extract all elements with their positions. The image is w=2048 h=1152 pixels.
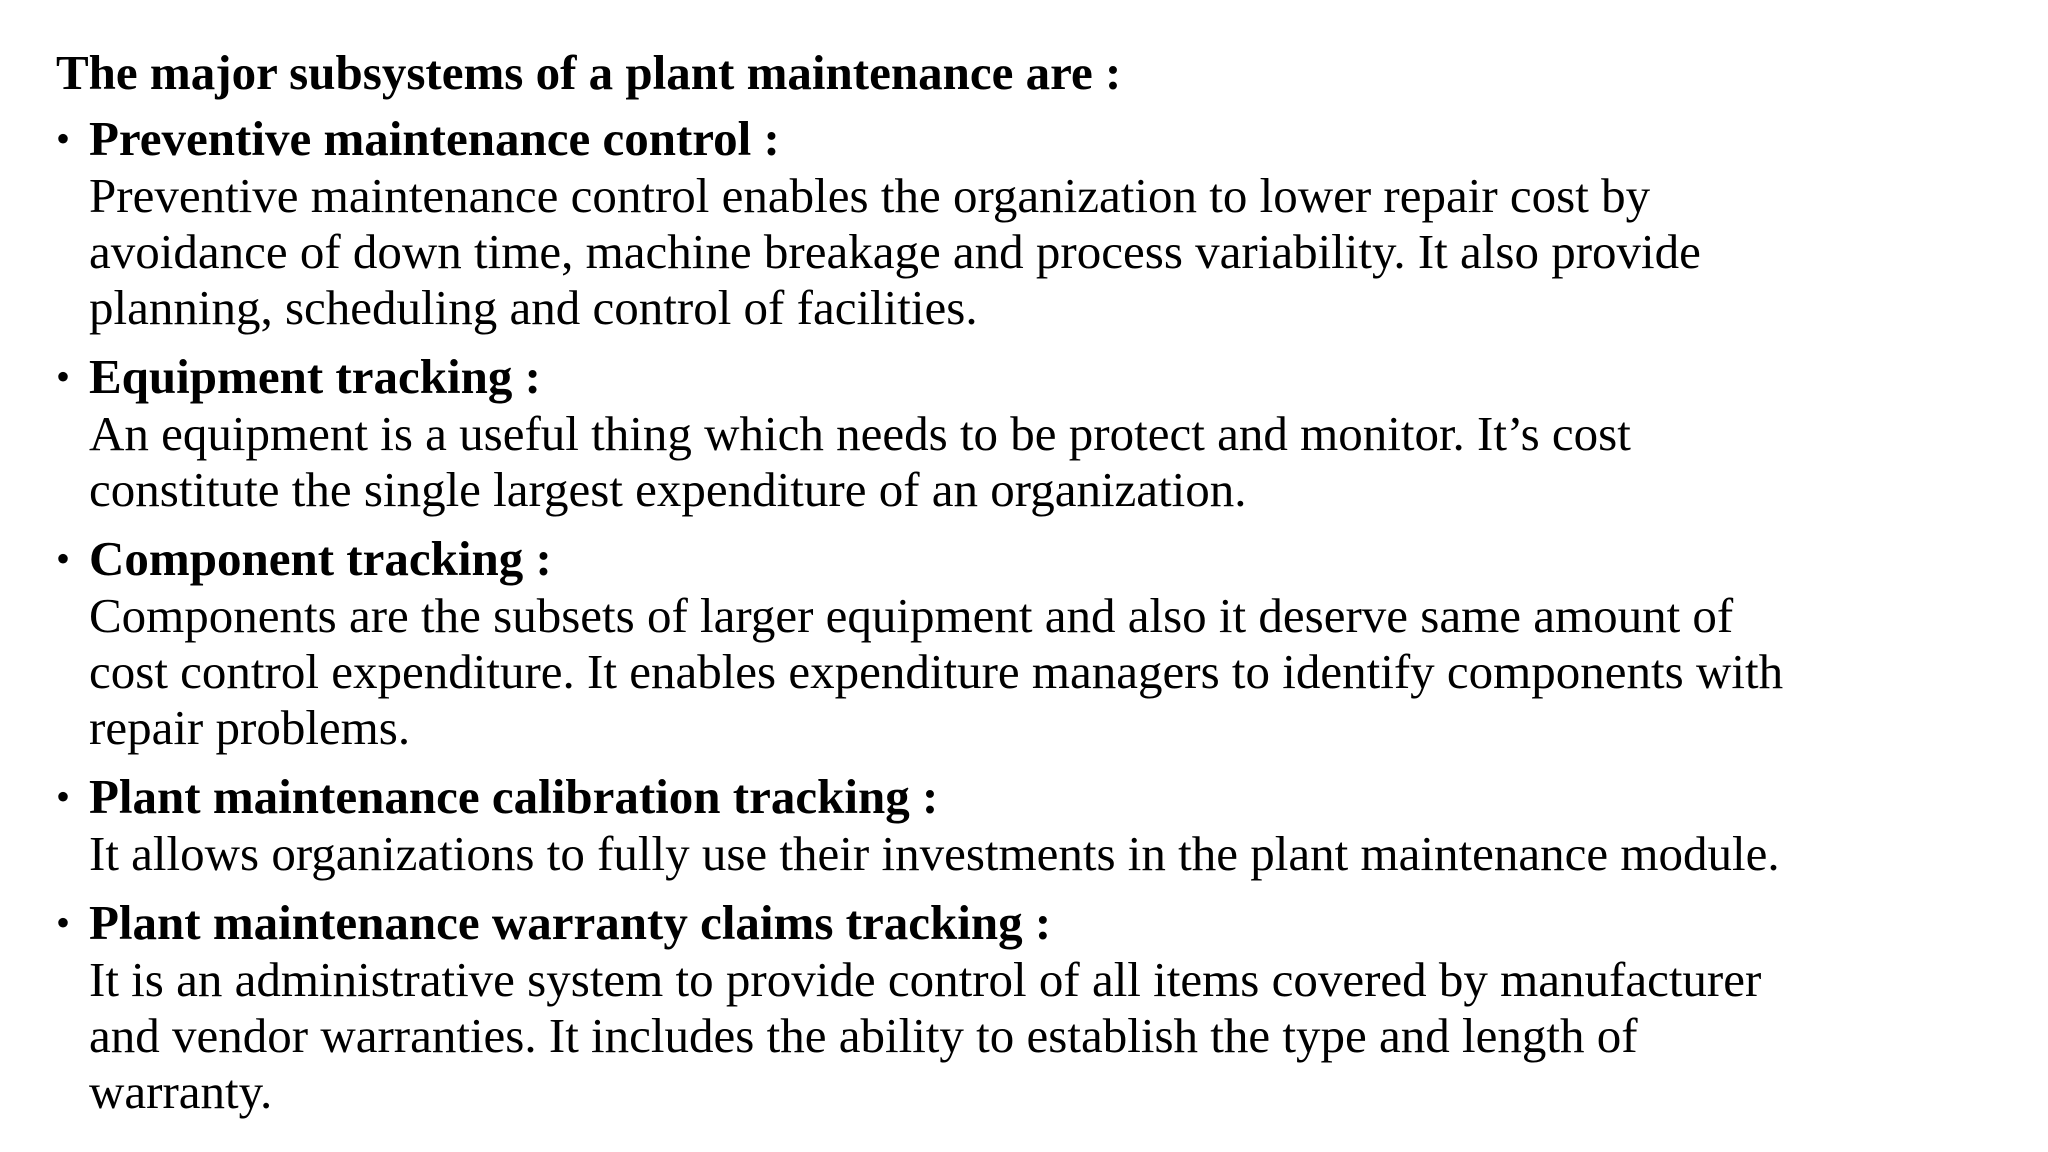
list-item-preventive-maintenance bbox=[56, 110, 1986, 336]
description-line: It allows organizations to fully use their investments in the plant maintenance module. bbox=[89, 826, 1780, 881]
item-description bbox=[89, 406, 1986, 518]
slide-content bbox=[56, 44, 1986, 1132]
description-line: planning, scheduling and control of facilities. bbox=[89, 280, 978, 335]
list-item-calibration-tracking bbox=[56, 768, 1986, 882]
description-line: constitute the single largest expenditure of an organization. bbox=[89, 462, 1247, 517]
slide-heading: The major subsystems of a plant maintenance are : bbox=[56, 45, 1122, 100]
description-line: Components are the subsets of larger equipment and also it deserve same amount of bbox=[89, 588, 1734, 643]
description-line: repair problems. bbox=[89, 700, 411, 755]
description-line: warranty. bbox=[89, 1064, 273, 1119]
item-description bbox=[89, 168, 1986, 336]
description-line: and vendor warranties. It includes the ability to establish the type and length of bbox=[89, 1008, 1638, 1063]
item-title: Component tracking : bbox=[89, 531, 552, 586]
bullet-icon: • bbox=[56, 900, 71, 945]
bullet-icon: • bbox=[56, 536, 71, 581]
description-line: avoidance of down time, machine breakage and process variability. It also provide bbox=[89, 224, 1701, 279]
description-line: An equipment is a useful thing which needs to be protect and monitor. It’s cost bbox=[89, 406, 1631, 461]
bullet-icon: • bbox=[56, 774, 71, 819]
bullet-icon: • bbox=[56, 354, 71, 399]
description-line: It is an administrative system to provide control of all items covered by manufacturer bbox=[89, 952, 1762, 1007]
list-item-component-tracking bbox=[56, 530, 1986, 756]
item-title: Equipment tracking : bbox=[89, 349, 541, 404]
item-title: Plant maintenance warranty claims tracking : bbox=[89, 895, 1052, 950]
list-item-equipment-tracking bbox=[56, 348, 1986, 518]
item-title: Preventive maintenance control : bbox=[89, 111, 780, 166]
item-description bbox=[89, 826, 1986, 882]
subsystem-list bbox=[56, 110, 1986, 1120]
item-description bbox=[89, 588, 1986, 756]
item-title: Plant maintenance calibration tracking : bbox=[89, 769, 939, 824]
bullet-icon: • bbox=[56, 116, 71, 161]
description-line: cost control expenditure. It enables expenditure managers to identify components with bbox=[89, 644, 1784, 699]
item-description bbox=[89, 952, 1986, 1120]
description-line: Preventive maintenance control enables the organization to lower repair cost by bbox=[89, 168, 1651, 223]
list-item-warranty-claims-tracking bbox=[56, 894, 1986, 1120]
